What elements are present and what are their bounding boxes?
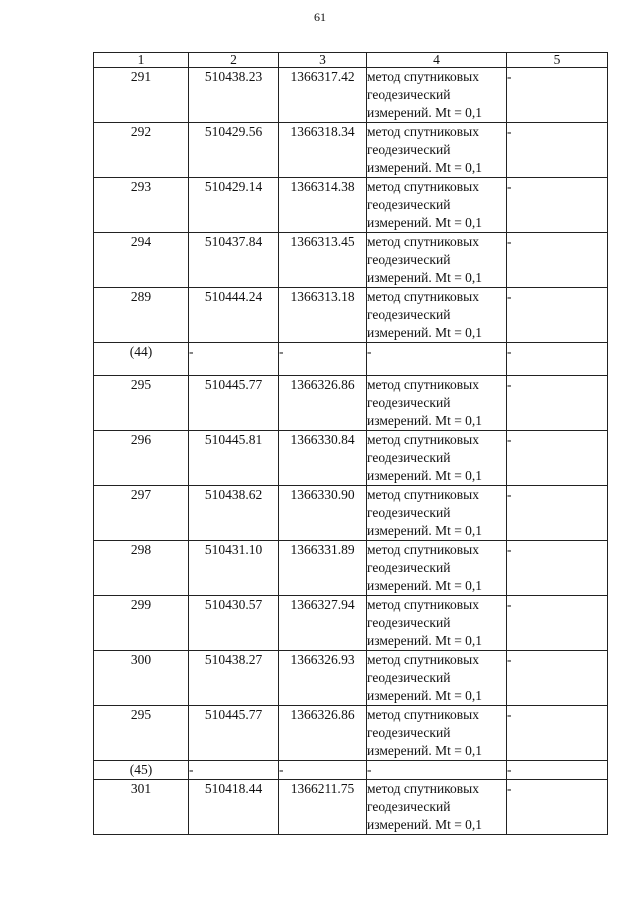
point-number-cell-text: 299: [130, 597, 152, 612]
note-cell-text: -: [507, 781, 512, 796]
y-coordinate-cell: [279, 123, 367, 178]
point-number-cell-text: 289: [130, 289, 152, 304]
x-coordinate-cell: [189, 233, 279, 288]
method-cell-text: метод спутниковых геодезический измерений. Mt = 0,1: [367, 69, 483, 120]
y-coordinate-cell: [279, 486, 367, 541]
y-coordinate-cell-text: 1366318.34: [290, 124, 355, 139]
x-coordinate-cell-text: -: [189, 762, 194, 777]
x-coordinate-cell-text: 510429.56: [204, 124, 263, 139]
x-coordinate-cell-text: 510444.24: [204, 289, 263, 304]
note-cell: [507, 178, 608, 233]
table-row: [94, 376, 608, 431]
method-cell: [367, 596, 507, 651]
method-cell: [367, 68, 507, 123]
table-row: [94, 541, 608, 596]
table-row: [94, 706, 608, 761]
y-coordinate-cell-text: 1366326.86: [290, 707, 355, 722]
method-cell-text: метод спутниковых геодезический измерений. Mt = 0,1: [367, 542, 483, 593]
note-cell: [507, 596, 608, 651]
point-number-cell: [94, 233, 189, 288]
x-coordinate-cell-text: 510418.44: [204, 781, 263, 796]
note-cell-text: -: [507, 652, 512, 667]
method-cell: [367, 431, 507, 486]
note-cell-text: -: [507, 542, 512, 557]
y-coordinate-cell-text: 1366314.38: [290, 179, 355, 194]
header-col-3: 3: [279, 53, 367, 68]
note-cell-text: -: [507, 69, 512, 84]
table-row: [94, 288, 608, 343]
x-coordinate-cell: [189, 780, 279, 835]
x-coordinate-cell: [189, 486, 279, 541]
note-cell-text: -: [507, 487, 512, 502]
point-number-cell-text: 291: [130, 69, 152, 84]
x-coordinate-cell-text: 510429.14: [204, 179, 263, 194]
coordinates-table: [93, 52, 608, 835]
y-coordinate-cell-text: 1366330.84: [290, 432, 355, 447]
header-col-4: 4: [367, 53, 507, 68]
x-coordinate-cell-text: 510445.77: [204, 707, 263, 722]
x-coordinate-cell: [189, 761, 279, 780]
x-coordinate-cell: [189, 343, 279, 376]
table-row: [94, 233, 608, 288]
point-number-cell-text: 295: [130, 377, 152, 392]
method-cell: [367, 651, 507, 706]
point-number-cell: [94, 288, 189, 343]
point-number-cell: [94, 123, 189, 178]
x-coordinate-cell-text: 510438.62: [204, 487, 263, 502]
method-cell: [367, 541, 507, 596]
method-cell: [367, 343, 507, 376]
y-coordinate-cell: [279, 343, 367, 376]
point-number-cell-text: (44): [129, 344, 153, 359]
x-coordinate-cell-text: 510431.10: [204, 542, 263, 557]
point-number-cell: [94, 486, 189, 541]
y-coordinate-cell: [279, 431, 367, 486]
point-number-cell-text: 301: [130, 781, 152, 796]
method-cell-text: метод спутниковых геодезический измерений. Mt = 0,1: [367, 487, 483, 538]
table-header-row: [94, 53, 608, 68]
point-number-cell-text: 300: [130, 652, 152, 667]
y-coordinate-cell: [279, 233, 367, 288]
x-coordinate-cell-text: 510437.84: [204, 234, 263, 249]
y-coordinate-cell: [279, 596, 367, 651]
note-cell-text: -: [507, 597, 512, 612]
point-number-cell: [94, 376, 189, 431]
note-cell-text: -: [507, 234, 512, 249]
point-number-cell: [94, 343, 189, 376]
point-number-cell: [94, 431, 189, 486]
method-cell: [367, 780, 507, 835]
x-coordinate-cell: [189, 178, 279, 233]
table-row: [94, 123, 608, 178]
point-number-cell-text: 298: [130, 542, 152, 557]
point-number-cell-text: 297: [130, 487, 152, 502]
method-cell: [367, 376, 507, 431]
x-coordinate-cell: [189, 288, 279, 343]
method-cell-text: метод спутниковых геодезический измерений. Mt = 0,1: [367, 234, 483, 285]
x-coordinate-cell-text: 510438.23: [204, 69, 263, 84]
note-cell: [507, 706, 608, 761]
note-cell: [507, 780, 608, 835]
y-coordinate-cell: [279, 706, 367, 761]
x-coordinate-cell: [189, 123, 279, 178]
y-coordinate-cell: [279, 178, 367, 233]
y-coordinate-cell: [279, 288, 367, 343]
note-cell: [507, 376, 608, 431]
table-row: [94, 68, 608, 123]
point-number-cell-text: 295: [130, 707, 152, 722]
method-cell-text: -: [367, 762, 372, 777]
method-cell-text: метод спутниковых геодезический измерений. Mt = 0,1: [367, 707, 483, 758]
note-cell: [507, 541, 608, 596]
table-row: [94, 178, 608, 233]
page-number: 61: [314, 10, 326, 24]
table-row: [94, 431, 608, 486]
x-coordinate-cell: [189, 68, 279, 123]
table-row: [94, 651, 608, 706]
y-coordinate-cell: [279, 651, 367, 706]
y-coordinate-cell-text: -: [279, 344, 284, 359]
point-number-cell-text: (45): [129, 762, 153, 777]
y-coordinate-cell: [279, 761, 367, 780]
method-cell: [367, 486, 507, 541]
method-cell-text: метод спутниковых геодезический измерений. Mt = 0,1: [367, 652, 483, 703]
method-cell-text: метод спутниковых геодезический измерений. Mt = 0,1: [367, 597, 483, 648]
x-coordinate-cell: [189, 376, 279, 431]
table-body: [94, 68, 608, 835]
point-number-cell: [94, 68, 189, 123]
header-col-2: 2: [189, 53, 279, 68]
note-cell-text: -: [507, 344, 512, 359]
x-coordinate-cell: [189, 706, 279, 761]
y-coordinate-cell-text: 1366326.93: [290, 652, 355, 667]
y-coordinate-cell-text: 1366313.18: [290, 289, 355, 304]
point-number-cell-text: 293: [130, 179, 152, 194]
y-coordinate-cell: [279, 376, 367, 431]
table-row: [94, 486, 608, 541]
note-cell-text: -: [507, 289, 512, 304]
x-coordinate-cell: [189, 541, 279, 596]
note-cell-text: -: [507, 124, 512, 139]
method-cell-text: -: [367, 344, 372, 359]
note-cell: [507, 123, 608, 178]
y-coordinate-cell: [279, 68, 367, 123]
y-coordinate-cell: [279, 780, 367, 835]
x-coordinate-cell-text: 510445.81: [204, 432, 263, 447]
note-cell: [507, 68, 608, 123]
note-cell: [507, 651, 608, 706]
x-coordinate-cell: [189, 431, 279, 486]
note-cell: [507, 431, 608, 486]
method-cell-text: метод спутниковых геодезический измерений. Mt = 0,1: [367, 179, 483, 230]
table-row: [94, 343, 608, 376]
note-cell-text: -: [507, 179, 512, 194]
method-cell-text: метод спутниковых геодезический измерений. Mt = 0,1: [367, 781, 483, 832]
point-number-cell-text: 296: [130, 432, 152, 447]
y-coordinate-cell-text: -: [279, 762, 284, 777]
point-number-cell: [94, 178, 189, 233]
note-cell: [507, 761, 608, 780]
header-col-5: 5: [507, 53, 608, 68]
y-coordinate-cell-text: 1366331.89: [290, 542, 355, 557]
point-number-cell: [94, 761, 189, 780]
x-coordinate-cell-text: -: [189, 344, 194, 359]
y-coordinate-cell-text: 1366211.75: [290, 781, 355, 796]
point-number-cell: [94, 780, 189, 835]
note-cell: [507, 288, 608, 343]
point-number-cell-text: 294: [130, 234, 152, 249]
point-number-cell: [94, 596, 189, 651]
header-col-1: 1: [94, 53, 189, 68]
method-cell: [367, 233, 507, 288]
method-cell-text: метод спутниковых геодезический измерений. Mt = 0,1: [367, 124, 483, 175]
point-number-cell: [94, 706, 189, 761]
method-cell: [367, 761, 507, 780]
y-coordinate-cell-text: 1366317.42: [290, 69, 355, 84]
note-cell-text: -: [507, 762, 512, 777]
point-number-cell: [94, 651, 189, 706]
table-row: [94, 780, 608, 835]
table-row: [94, 761, 608, 780]
note-cell-text: -: [507, 377, 512, 392]
point-number-cell-text: 292: [130, 124, 152, 139]
method-cell: [367, 288, 507, 343]
note-cell-text: -: [507, 432, 512, 447]
table-row: [94, 596, 608, 651]
x-coordinate-cell-text: 510445.77: [204, 377, 263, 392]
method-cell-text: метод спутниковых геодезический измерений. Mt = 0,1: [367, 377, 483, 428]
method-cell: [367, 178, 507, 233]
method-cell-text: метод спутниковых геодезический измерений. Mt = 0,1: [367, 432, 483, 483]
x-coordinate-cell: [189, 651, 279, 706]
note-cell: [507, 486, 608, 541]
x-coordinate-cell: [189, 596, 279, 651]
note-cell-text: -: [507, 707, 512, 722]
y-coordinate-cell-text: 1366326.86: [290, 377, 355, 392]
y-coordinate-cell-text: 1366330.90: [290, 487, 355, 502]
note-cell: [507, 343, 608, 376]
x-coordinate-cell-text: 510438.27: [204, 652, 263, 667]
method-cell-text: метод спутниковых геодезический измерений. Mt = 0,1: [367, 289, 483, 340]
y-coordinate-cell-text: 1366313.45: [290, 234, 355, 249]
point-number-cell: [94, 541, 189, 596]
y-coordinate-cell-text: 1366327.94: [290, 597, 355, 612]
y-coordinate-cell: [279, 541, 367, 596]
method-cell: [367, 123, 507, 178]
method-cell: [367, 706, 507, 761]
note-cell: [507, 233, 608, 288]
x-coordinate-cell-text: 510430.57: [204, 597, 263, 612]
